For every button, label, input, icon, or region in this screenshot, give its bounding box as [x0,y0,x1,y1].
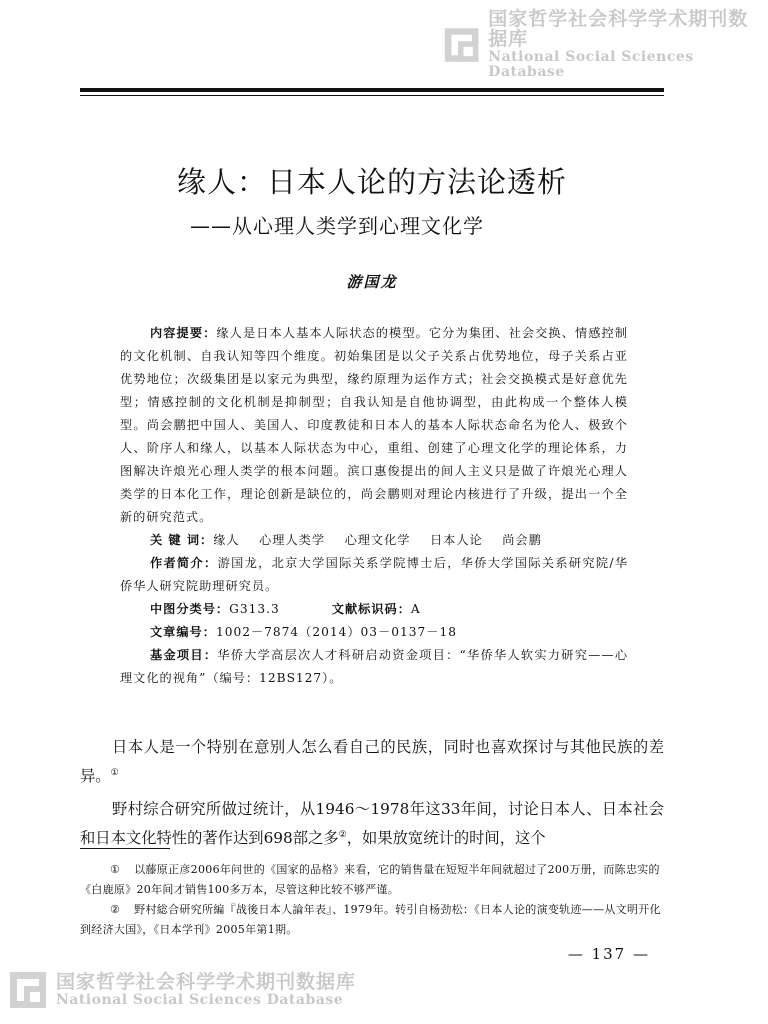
article-number-value: 1002－7874（2014）03－0137－18 [215,625,457,639]
article-author: 游国龙 [346,273,398,291]
footnote-text: 以藤原正彦2006年问世的《国家的品格》来看，它的销售量在短短半年间就超过了200万册，而陈忠实的《白鹿原》20年间才销售100多万本，尽管这种比较不够严谨。 [80,863,660,896]
footnote-text: 野村総合研究所編『战後日本人論年表』、1979年。转引自杨劲松：《日本人论的演变轨迹——从文明开化到经济大国》，《日本学刊》2005年第1期。 [80,903,661,936]
article-subtitle: ——从心理人类学到心理文化学 [190,214,484,238]
body-paragraph: 日本人是一个特别在意别人怎么看自己的民族，同时也喜欢探讨与其他民族的差异。① [80,738,664,785]
body-paragraph: 野村综合研究所做过统计，从1946～1978年这33年间，讨论日本人、日本社会和日本文化特性的著作达到698部之多②，如果放宽统计的时间，这个 [80,800,664,847]
keyword-item: 缘人 [213,533,240,547]
body-text [80,733,664,857]
article-number-line [120,621,628,644]
page-number: — 137 — [567,945,650,963]
watermark-en: National Social Sciences Database [488,48,694,80]
article-title: 缘人：日本人论的方法论透析 [176,165,567,199]
watermark-en: National Social Sciences Database [56,991,344,1008]
classification-line [120,598,628,621]
fund-text: 华侨大学高层次人才科研启动资金项目：“华侨华人软实力研究——心理文化的视角”（编号：12BS127）。 [120,648,629,685]
database-logo-icon [443,25,480,65]
keywords-line [120,529,628,552]
footnote-ref[interactable]: ② [338,829,347,840]
author-intro-line [120,552,628,598]
header-rule-thin [80,95,664,96]
footnotes [80,860,664,940]
clc-value: G313.3 [229,602,280,616]
watermark-cn: 国家哲学社会科学学术期刊数据库 [488,8,749,50]
doc-code-label: 文献标识码： [331,602,411,616]
database-watermark-bottom [8,970,356,1010]
abstract-text: 缘人是日本人基本人际状态的模型。它分为集团、社会交换、情感控制的文化机制、自我认知等四个维度。初始集团是以父子关系占优势地位，母子关系占亚优势地位；次级集团是以家元为典型，缘约原理为运作方式；社会交换模式是好意优先型；情感控制的文化机制是抑制型；自我认知是自他协调型，由此构成一个整体人模型。尚会鹏把中国人、美国人、印度教徒和日本人的基本人际状态命名为伦人、极致个人、阶序人和缘人，以基本人际状态为中心，重组、创建了心理文化学的理论体系，力图解决许烺光心理人类学的根本问题。滨口惠俊提出的间人主义只是做了许烺光心理人类学的日本化工作，理论创新是缺位的，尚会鹏则对理论内核进行了升级，提出一个全新的研究范式。 [120,326,629,524]
author-intro-text: 游国龙，北京大学国际关系学院博士后，华侨大学国际关系研究院/华侨华人研究院助理研究员。 [120,556,629,593]
keyword-item: 心理文化学 [344,533,411,547]
doc-code-value: A [410,602,421,616]
keyword-item: 日本人论 [430,533,483,547]
keywords-label: 关 键 词： [150,533,214,547]
fund-label: 基金项目： [150,648,218,662]
database-logo-icon [8,970,48,1010]
footnote-mark: ① [110,863,121,876]
footnote-item [80,900,664,940]
article-number-label: 文章编号： [150,625,216,639]
footnote-mark: ② [110,903,121,916]
footnote-item [80,860,664,900]
watermark-cn: 国家哲学社会科学学术期刊数据库 [56,970,357,993]
database-watermark-top [443,10,768,79]
header-rule-thick [80,88,664,92]
abstract-label: 内容提要： [150,326,217,340]
keyword-item: 尚会鹏 [502,533,542,547]
keyword-item: 心理人类学 [259,533,326,547]
author-intro-label: 作者简介： [150,556,218,570]
abstract-block [120,322,628,690]
abstract-paragraph [120,322,628,529]
clc-label: 中图分类号： [150,602,230,616]
footnote-ref[interactable]: ① [110,767,119,778]
fund-line [120,644,628,690]
footnote-rule [80,848,170,849]
